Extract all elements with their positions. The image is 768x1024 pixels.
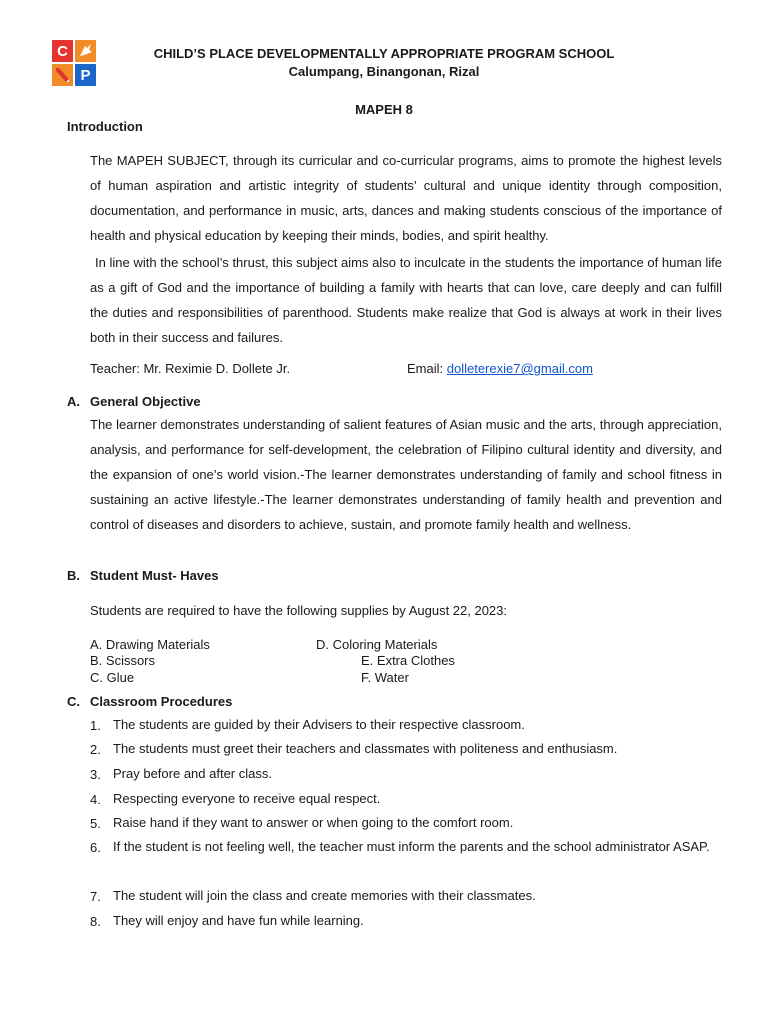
supplies-intro: Students are required to have the following supplies by August 22, 2023: — [90, 603, 508, 618]
intro-paragraph-2: In line with the school’s thrust, this subject aims also to inculcate in the students the importance of human life as a gift of God and the importance of building a family with hearts that can love, care deeply and can fulfill the duties and responsibilities of parenthood. Students make realize that God is always at work in their lives both in their success and failures. — [90, 255, 722, 345]
list-item: The student will join the class and create memories with their classmates. — [113, 888, 536, 903]
list-item-number: 3. — [90, 767, 101, 782]
list-item: The students must greet their teachers and classmates with politeness and enthusiasm. — [113, 741, 618, 756]
email-label: Email: — [407, 361, 444, 376]
teacher-line: Teacher: Mr. Reximie D. Dollete Jr. — [90, 361, 291, 376]
list-item-number: 2. — [90, 742, 101, 757]
supply-item: F. Water — [361, 670, 409, 685]
supply-item: E. Extra Clothes — [361, 653, 455, 668]
intro-paragraph-1: The MAPEH SUBJECT, through its curricular and co-curricular programs, aims to promote the highest levels of human aspiration and artistic integrity of students’ cultural and unique identity through composition, documentation, and performance in music, arts, dances and making students conscious of the importance of health and physical education by keeping their minds, bodies, and spirit healthy. — [90, 153, 722, 243]
supply-item: B. Scissors — [90, 653, 156, 668]
section-b-title: Student Must- Haves — [90, 568, 219, 583]
list-item: Respecting everyone to receive equal respect. — [113, 791, 381, 806]
list-item: The students are guided by their Advisers to their respective classroom. — [113, 717, 525, 732]
school-name: CHILD’S PLACE DEVELOPMENTALLY APPROPRIATE PROGRAM SCHOOL — [153, 46, 615, 61]
email-line — [407, 361, 593, 376]
introduction-heading: Introduction — [67, 119, 143, 134]
section-a-letter: A. — [67, 394, 80, 409]
supply-item: D. Coloring Materials — [316, 637, 438, 652]
list-item: Raise hand if they want to answer or when going to the comfort room. — [113, 815, 514, 830]
section-c-title: Classroom Procedures — [90, 694, 233, 709]
email-link[interactable]: dolleterexie7@gmail.com — [446, 361, 593, 376]
supply-item: C. Glue — [90, 670, 135, 685]
section-c-letter: C. — [67, 694, 80, 709]
list-item-number: 5. — [90, 816, 101, 831]
supply-item: A. Drawing Materials — [90, 637, 210, 652]
section-a-title: General Objective — [90, 394, 201, 409]
list-item-number: 1. — [90, 718, 101, 733]
logo-letter-p: P — [80, 66, 91, 84]
list-item-number: 6. — [90, 840, 101, 855]
list-item: Pray before and after class. — [113, 766, 272, 781]
list-item: They will enjoy and have fun while learning. — [113, 913, 364, 928]
general-objective-text: The learner demonstrates understanding of salient features of Asian music and the arts, through appreciation, analysis, and performance for self-development, the celebration of Filipino cultural identity and diversity, and the expansion of one’s world vision.-The learner demonstrates understanding of family and school fitness in sustaining an active lifestyle.-The learner demonstrates understanding of family health and prevention and control of diseases and disorders to achieve, sustain, and promote family health and wellness. — [90, 417, 722, 532]
list-item: If the student is not feeling well, the teacher must inform the parents and the school administrator ASAP. — [113, 839, 710, 854]
logo-letter-c: C — [57, 42, 68, 60]
school-address: Calumpang, Binangonan, Rizal — [288, 64, 480, 79]
list-item-number: 4. — [90, 792, 101, 807]
list-item-number: 8. — [90, 914, 101, 929]
subject-title: MAPEH 8 — [355, 102, 413, 117]
list-item-number: 7. — [90, 889, 101, 904]
section-b-letter: B. — [67, 568, 80, 583]
